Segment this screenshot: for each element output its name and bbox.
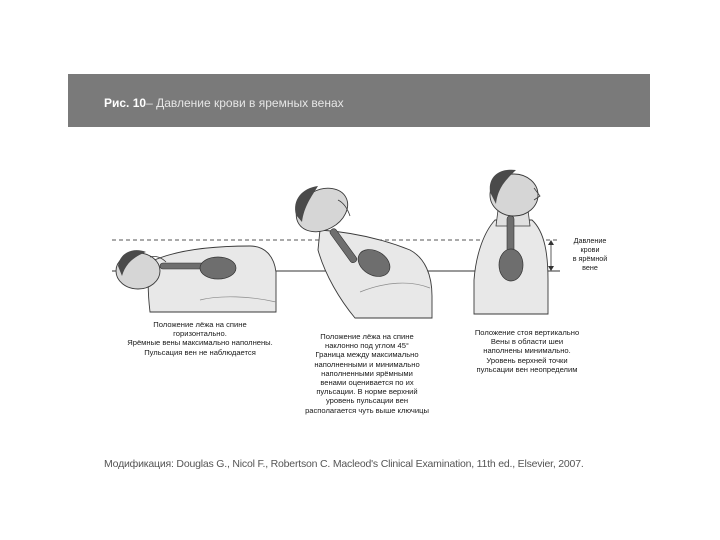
pressure-label-line: в ярёмной <box>572 254 608 263</box>
caption-line: наполненными ярёмными <box>321 368 413 378</box>
lying-figure <box>116 246 276 312</box>
caption-line: Положение лёжа на спине <box>153 320 247 329</box>
reclined-figure <box>289 180 432 318</box>
caption-line: уровень пульсации вен <box>325 396 409 406</box>
caption-line: Вены в области шеи <box>490 337 564 347</box>
caption-upright <box>460 328 594 374</box>
caption-line: пульсации. В норме верхний <box>316 387 418 397</box>
upright-vein-bulb <box>499 249 523 281</box>
figure-number: Рис. 10 <box>104 96 147 110</box>
caption-line: Уровень верхней точки <box>486 355 568 365</box>
caption-line: располагается чуть выше ключицы <box>305 405 429 415</box>
lying-vein-neck <box>160 263 205 269</box>
caption-lying <box>110 320 290 357</box>
pressure-arrow-head-down <box>548 266 554 271</box>
caption-line: наполненными и минимально <box>314 359 420 369</box>
caption-reclined <box>292 332 442 415</box>
pressure-label-line: крови <box>580 245 600 254</box>
upright-figure <box>474 170 554 314</box>
pressure-arrow-head-up <box>548 240 554 245</box>
caption-line: Граница между максимально <box>315 350 419 360</box>
caption-line: Ярёмные вены максимально наполнены. <box>127 338 273 348</box>
figure-caption: – Давление крови в яремных венах <box>146 96 344 110</box>
caption-line: Положение стоя вертикально <box>474 328 580 337</box>
pressure-label <box>560 236 620 272</box>
lying-body <box>148 246 276 312</box>
source-citation: Модификация: Douglas G., Nicol F., Robertson C. Macleod's Clinical Examination, 11th ed., Elsevier, 2007. <box>104 458 584 470</box>
caption-line: Пульсация вен не наблюдается <box>144 347 256 357</box>
caption-line: Положение лёжа на спине <box>320 332 414 341</box>
pressure-label-line: Давление <box>573 236 607 245</box>
caption-line: пульсации вен неопределим <box>476 364 578 374</box>
caption-line: наклонно под углом 45° <box>325 341 409 351</box>
caption-line: венами оценивается по их <box>320 378 414 388</box>
lying-vein-bulb <box>200 257 236 279</box>
pressure-label-line: вене <box>582 263 598 272</box>
caption-line: горизонтально. <box>173 329 227 339</box>
caption-line: наполнены минимально. <box>483 346 571 356</box>
